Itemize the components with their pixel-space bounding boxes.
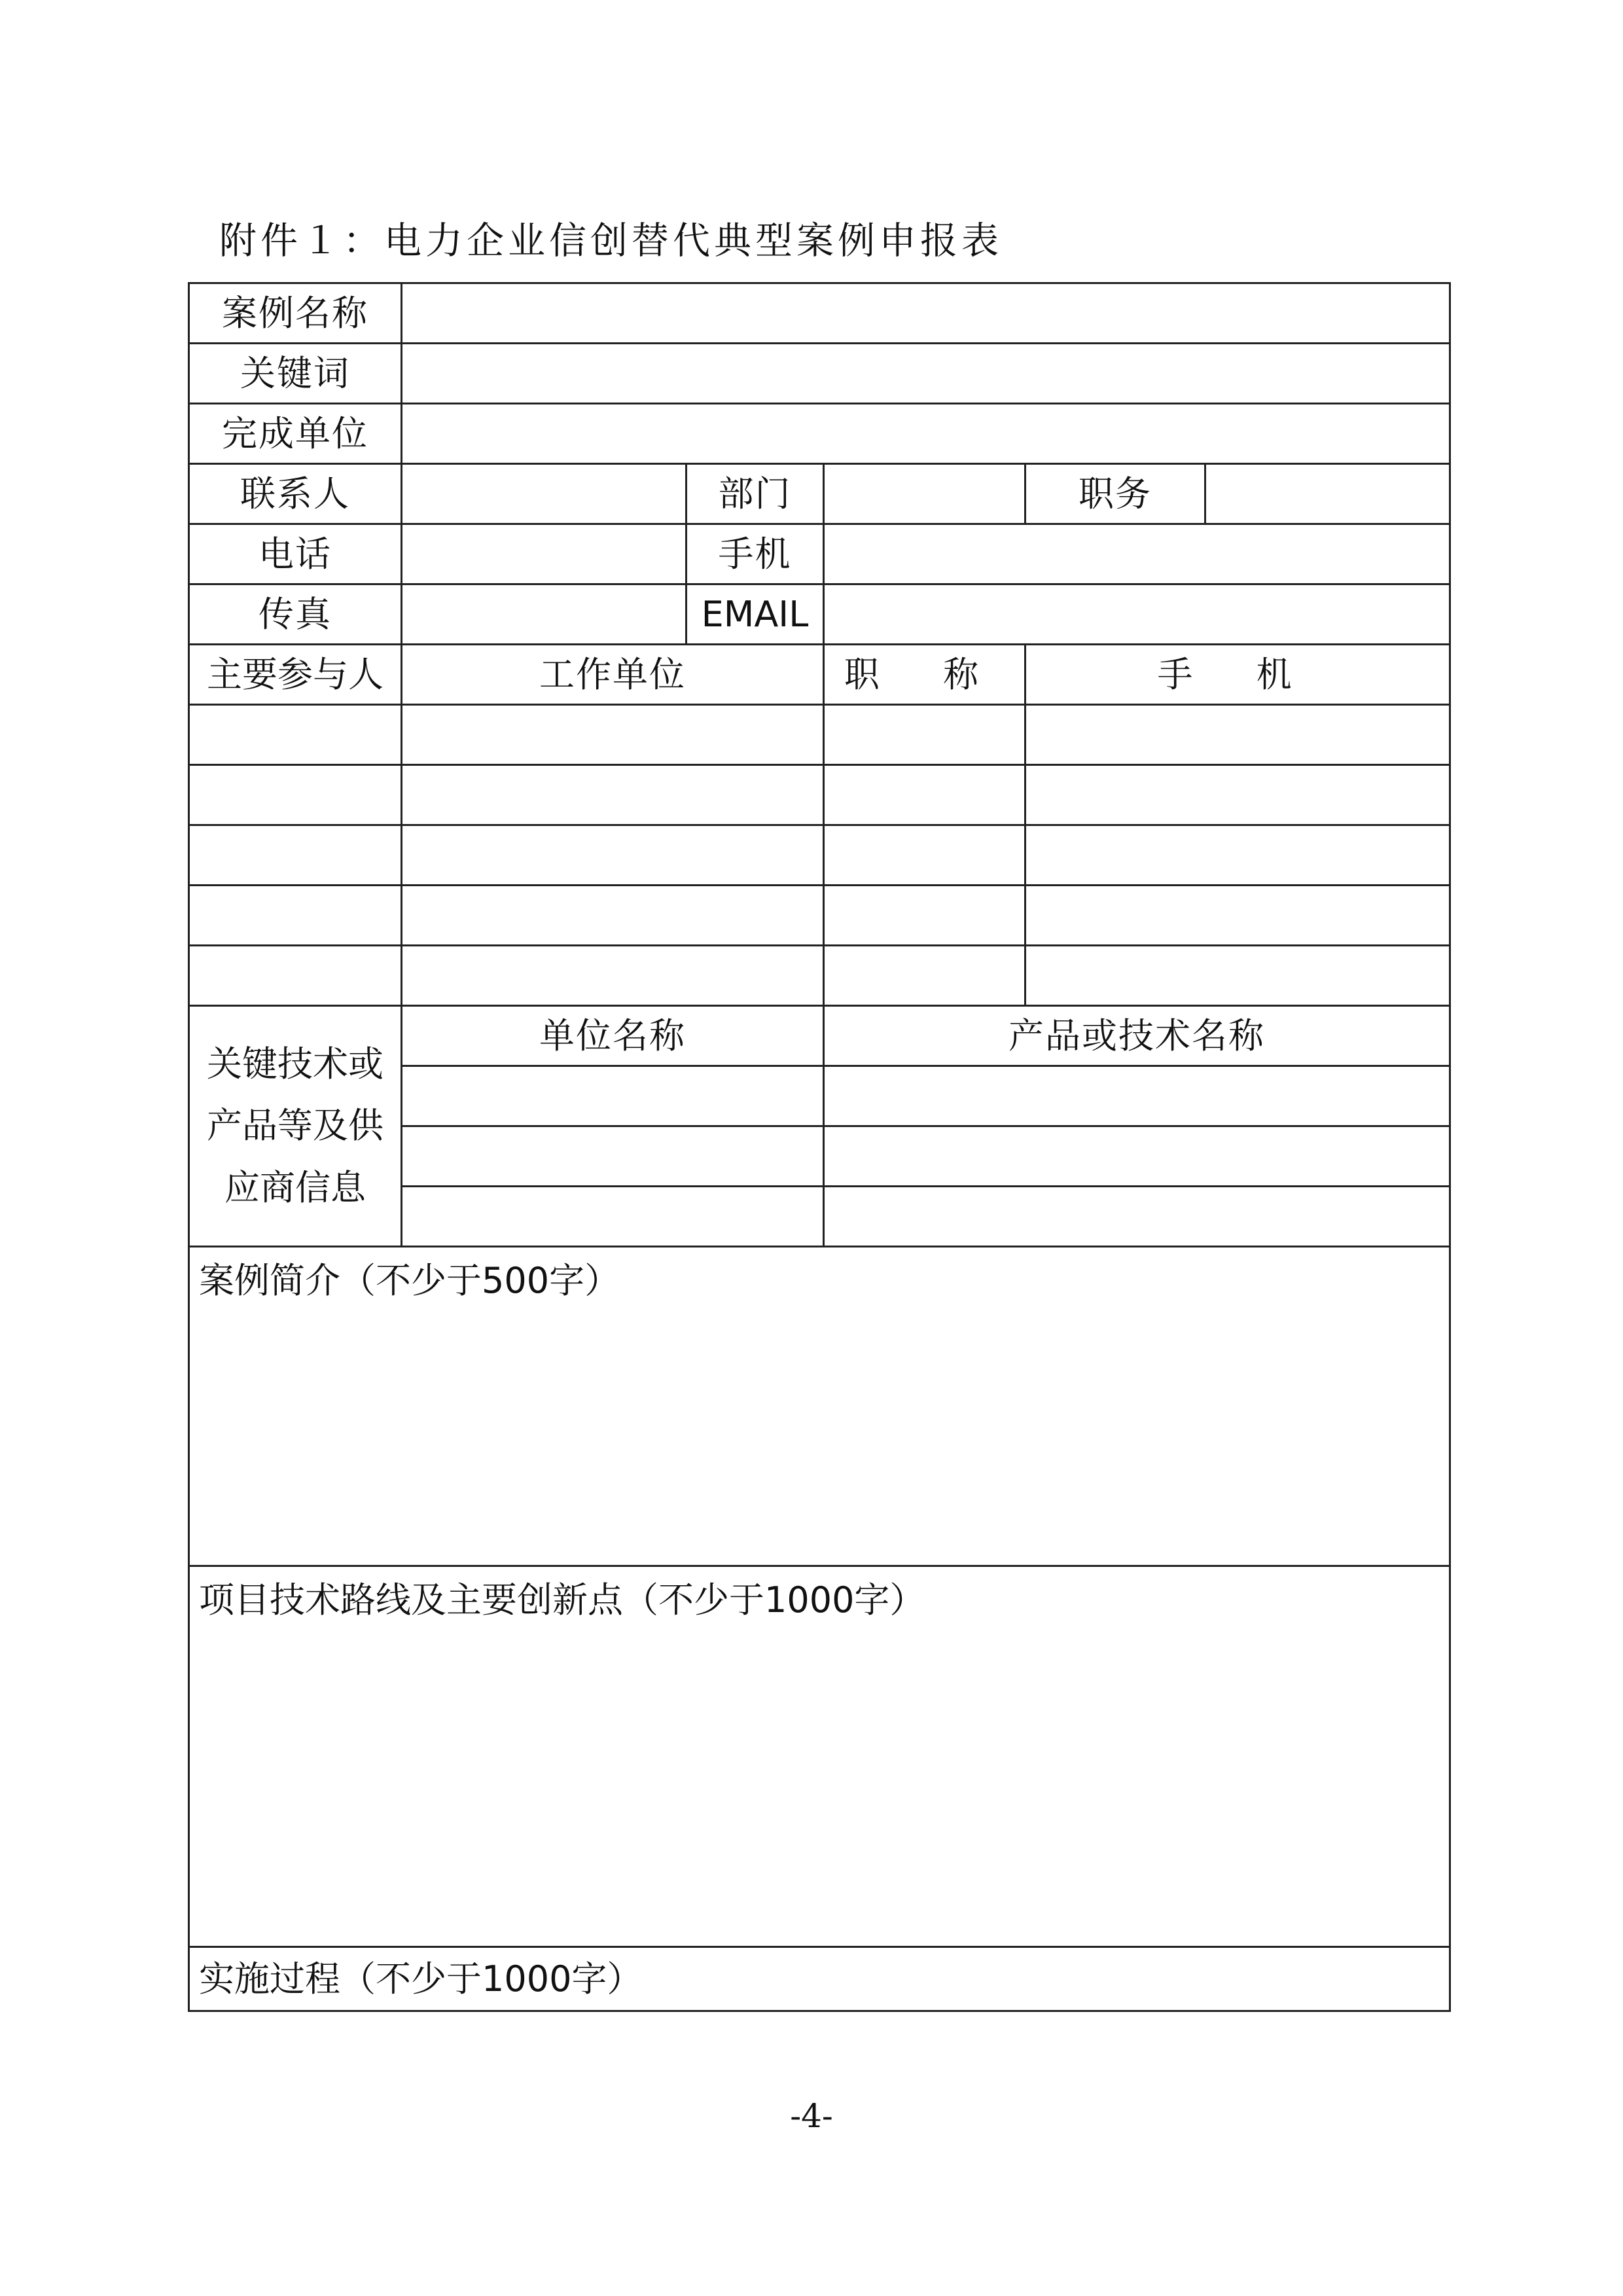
row-tech-route xyxy=(189,1566,1450,1947)
case-name-field[interactable] xyxy=(402,283,1450,344)
participant-title-cell[interactable] xyxy=(824,886,1026,946)
case-name-label: 案例名称 xyxy=(189,283,402,344)
participant-name-cell[interactable] xyxy=(189,946,402,1006)
supplier-product-cell[interactable] xyxy=(824,1066,1450,1126)
supplier-label-line: 关键技术或 xyxy=(207,1043,383,1085)
participant-unit-cell[interactable] xyxy=(402,765,824,825)
department-label: 部门 xyxy=(687,464,824,524)
participant-mobile-cell[interactable] xyxy=(1026,946,1450,1006)
unit-label: 完成单位 xyxy=(189,404,402,464)
position-field[interactable] xyxy=(1205,464,1450,524)
tech-route-section[interactable] xyxy=(189,1566,1450,1947)
row-process xyxy=(189,1947,1450,2011)
participant-unit-cell[interactable] xyxy=(402,705,824,765)
page-number: -4- xyxy=(790,2097,833,2135)
position-label: 职务 xyxy=(1026,464,1205,524)
participant-mobile-cell[interactable] xyxy=(1026,765,1450,825)
supplier-unit-cell[interactable] xyxy=(402,1187,824,1247)
row-contact xyxy=(189,464,1450,524)
row-unit xyxy=(189,404,1450,464)
participant-name-cell[interactable] xyxy=(189,765,402,825)
participant-row xyxy=(189,765,1450,825)
supplier-product-cell[interactable] xyxy=(824,1187,1450,1247)
row-supplier-header xyxy=(189,1006,1450,1066)
participant-row xyxy=(189,705,1450,765)
mobile-field[interactable] xyxy=(824,524,1450,584)
department-field[interactable] xyxy=(824,464,1026,524)
supplier-unit-cell[interactable] xyxy=(402,1066,824,1126)
row-case-name xyxy=(189,283,1450,344)
email-label: EMAIL xyxy=(687,584,824,645)
participant-mobile-cell[interactable] xyxy=(1026,886,1450,946)
participant-unit-cell[interactable] xyxy=(402,946,824,1006)
email-field[interactable] xyxy=(824,584,1450,645)
case-summary-heading: 案例简介（不少于500字） xyxy=(199,1260,620,1301)
implementation-process-heading: 实施过程（不少于1000字） xyxy=(199,1958,643,2000)
phone-field[interactable] xyxy=(402,524,687,584)
mobile-label: 手机 xyxy=(687,524,824,584)
supplier-label-line: 产品等及供 xyxy=(207,1105,383,1147)
participant-title-cell[interactable] xyxy=(824,946,1026,1006)
work-unit-header: 工作单位 xyxy=(402,645,824,705)
participant-row xyxy=(189,825,1450,886)
participant-row xyxy=(189,946,1450,1006)
participant-row xyxy=(189,886,1450,946)
row-summary xyxy=(189,1247,1450,1566)
implementation-process-section[interactable] xyxy=(189,1947,1450,2011)
contact-label: 联系人 xyxy=(189,464,402,524)
case-summary-section[interactable] xyxy=(189,1247,1450,1566)
title-header: 职 称 xyxy=(824,645,1026,705)
phone-label: 电话 xyxy=(189,524,402,584)
row-keywords xyxy=(189,344,1450,404)
supplier-label-line: 应商信息 xyxy=(224,1166,366,1208)
participants-label: 主要参与人 xyxy=(189,645,402,705)
row-phone xyxy=(189,524,1450,584)
participant-title-cell[interactable] xyxy=(824,705,1026,765)
unit-field[interactable] xyxy=(402,404,1450,464)
fax-field[interactable] xyxy=(402,584,687,645)
supplier-unit-cell[interactable] xyxy=(402,1126,824,1187)
application-form-table xyxy=(188,282,1451,2012)
supplier-unit-header: 单位名称 xyxy=(402,1006,824,1066)
page-title: 附件１：电力企业信创替代典型案例申报表 xyxy=(219,219,1003,262)
fax-label: 传真 xyxy=(189,584,402,645)
participant-mobile-cell[interactable] xyxy=(1026,825,1450,886)
keywords-label: 关键词 xyxy=(189,344,402,404)
row-participants-header xyxy=(189,645,1450,705)
tech-route-heading: 项目技术路线及主要创新点（不少于1000字） xyxy=(199,1579,925,1621)
participant-name-cell[interactable] xyxy=(189,825,402,886)
participant-unit-cell[interactable] xyxy=(402,825,824,886)
row-fax xyxy=(189,584,1450,645)
participant-name-cell[interactable] xyxy=(189,886,402,946)
participant-unit-cell[interactable] xyxy=(402,886,824,946)
supplier-label xyxy=(189,1006,402,1247)
participant-title-cell[interactable] xyxy=(824,765,1026,825)
participant-mobile-cell[interactable] xyxy=(1026,705,1450,765)
keywords-field[interactable] xyxy=(402,344,1450,404)
participant-name-cell[interactable] xyxy=(189,705,402,765)
contact-field[interactable] xyxy=(402,464,687,524)
supplier-product-cell[interactable] xyxy=(824,1126,1450,1187)
participant-title-cell[interactable] xyxy=(824,825,1026,886)
supplier-product-header: 产品或技术名称 xyxy=(824,1006,1450,1066)
participant-mobile-header: 手 机 xyxy=(1026,645,1450,705)
